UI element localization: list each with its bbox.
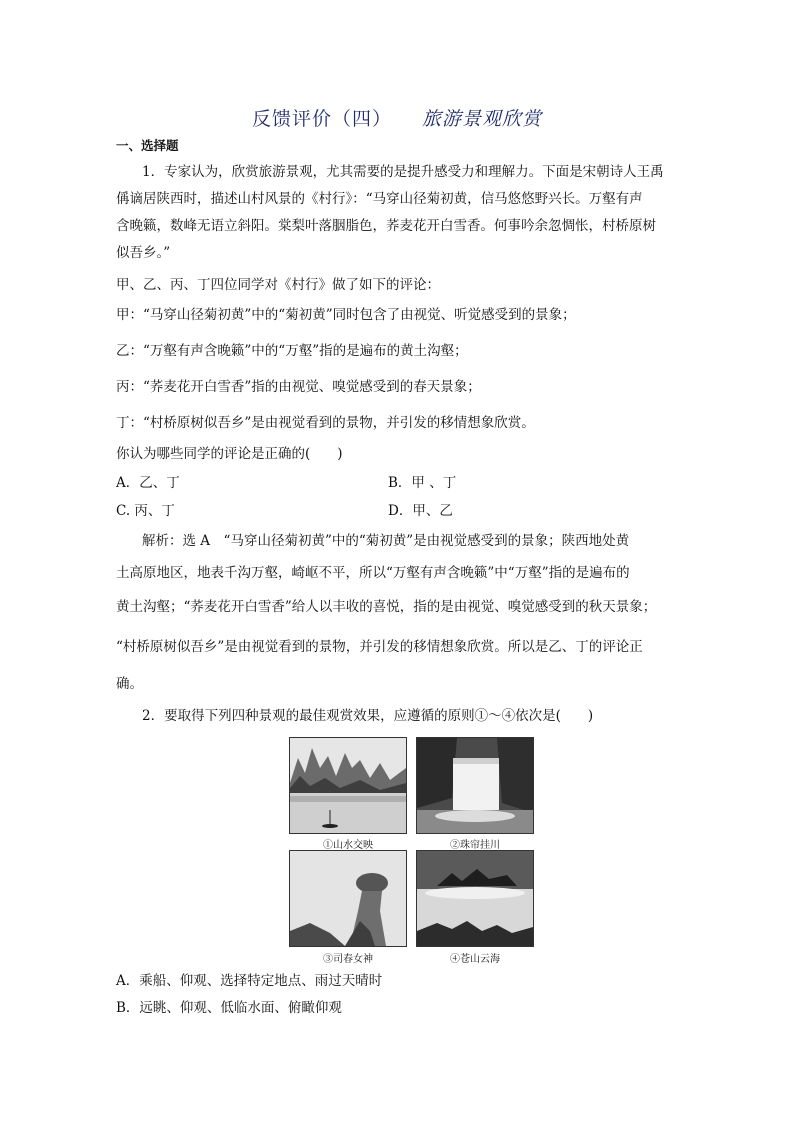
q2-option-a: A．乘船、仰观、选择特定地点、雨过天晴时 (116, 973, 383, 989)
q1-line-8: 丙：“荞麦花开白雪香”指的由视觉、嗅觉感受到的春天景象； (116, 379, 481, 395)
q1-option-d: D．甲、乙 (388, 503, 453, 519)
q2-option-b: B．远眺、仰观、低临水面、俯瞰仰观 (116, 1000, 342, 1016)
landscape-image-rock-goddess (289, 850, 407, 947)
q1-line-7: 乙：“万壑有声含晚籁”中的“万壑”指的是遍布的黄土沟壑； (116, 343, 468, 359)
q1-option-b: B．甲 、丁 (388, 475, 457, 491)
page-title (0, 104, 794, 131)
landscape-image-waterfall (416, 737, 534, 834)
q1-option-c: C. 丙、丁 (116, 503, 175, 519)
q1-analysis-3: 黄土沟壑；“荞麦花开白雪香”给人以丰收的喜悦，指的是由视觉、嗅觉感受到的秋天景象； (116, 599, 657, 615)
caption-1: ①山水交映 (323, 840, 373, 851)
caption-2: ②珠帘挂川 (450, 840, 500, 851)
q1-option-a: A．乙、丁 (116, 475, 180, 491)
q1-analysis-2: 土高原地区，地表千沟万壑，崎岖不平，所以“万壑有声含晚籁”中“万壑”指的是遍布的 (116, 565, 630, 581)
q1-analysis-1: 解析：选 A “马穿山径菊初黄”中的“菊初黄”是由视觉感受到的景象；陕西地处黄 (142, 533, 630, 549)
title-sub: 旅游景观欣赏 (422, 108, 543, 130)
q1-line-4: 似吾乡。” (116, 245, 171, 261)
q1-line-1: 1．专家认为，欣赏旅游景观，尤其需要的是提升感受力和理解力。下面是宋朝诗人王禹 (142, 164, 664, 180)
q1-analysis-4: “村桥原树似吾乡”是由视觉看到的景物，并引发的移情想象欣赏。所以是乙、丁的评论正 (116, 639, 643, 655)
q1-line-5: 甲、乙、丙、丁四位同学对《村行》做了如下的评论： (116, 277, 440, 293)
title-main: 反馈评价（四） (251, 108, 392, 130)
q1-line-6: 甲：“马穿山径菊初黄”中的“菊初黄”同时包含了由视觉、听觉感受到的景象； (116, 307, 576, 323)
landscape-image-cloud-sea (416, 850, 534, 947)
q1-line-9: 丁：“村桥原树似吾乡”是由视觉看到的景物，并引发的移情想象欣赏。 (116, 415, 535, 431)
q1-line-10: 你认为哪些同学的评论是正确的( ) (116, 446, 343, 462)
section-heading: 一、选择题 (116, 138, 179, 153)
q1-line-3: 含晚籁，数峰无语立斜阳。棠梨叶落胭脂色，荞麦花开白雪香。何事吟余忽惆怅，村桥原树 (116, 218, 656, 234)
landscape-image-mountain-water (289, 737, 407, 834)
caption-3: ③司春女神 (323, 954, 373, 965)
q1-line-2: 偁谪居陕西时，描述山村风景的《村行》：“马穿山径菊初黄，信马悠悠野兴长。万壑有声 (116, 191, 643, 207)
q1-analysis-5: 确。 (116, 676, 143, 692)
q2-stem: 2．要取得下列四种景观的最佳观赏效果，应遵循的原则①～④依次是( ) (142, 708, 594, 724)
caption-4: ④苍山云海 (450, 954, 500, 965)
